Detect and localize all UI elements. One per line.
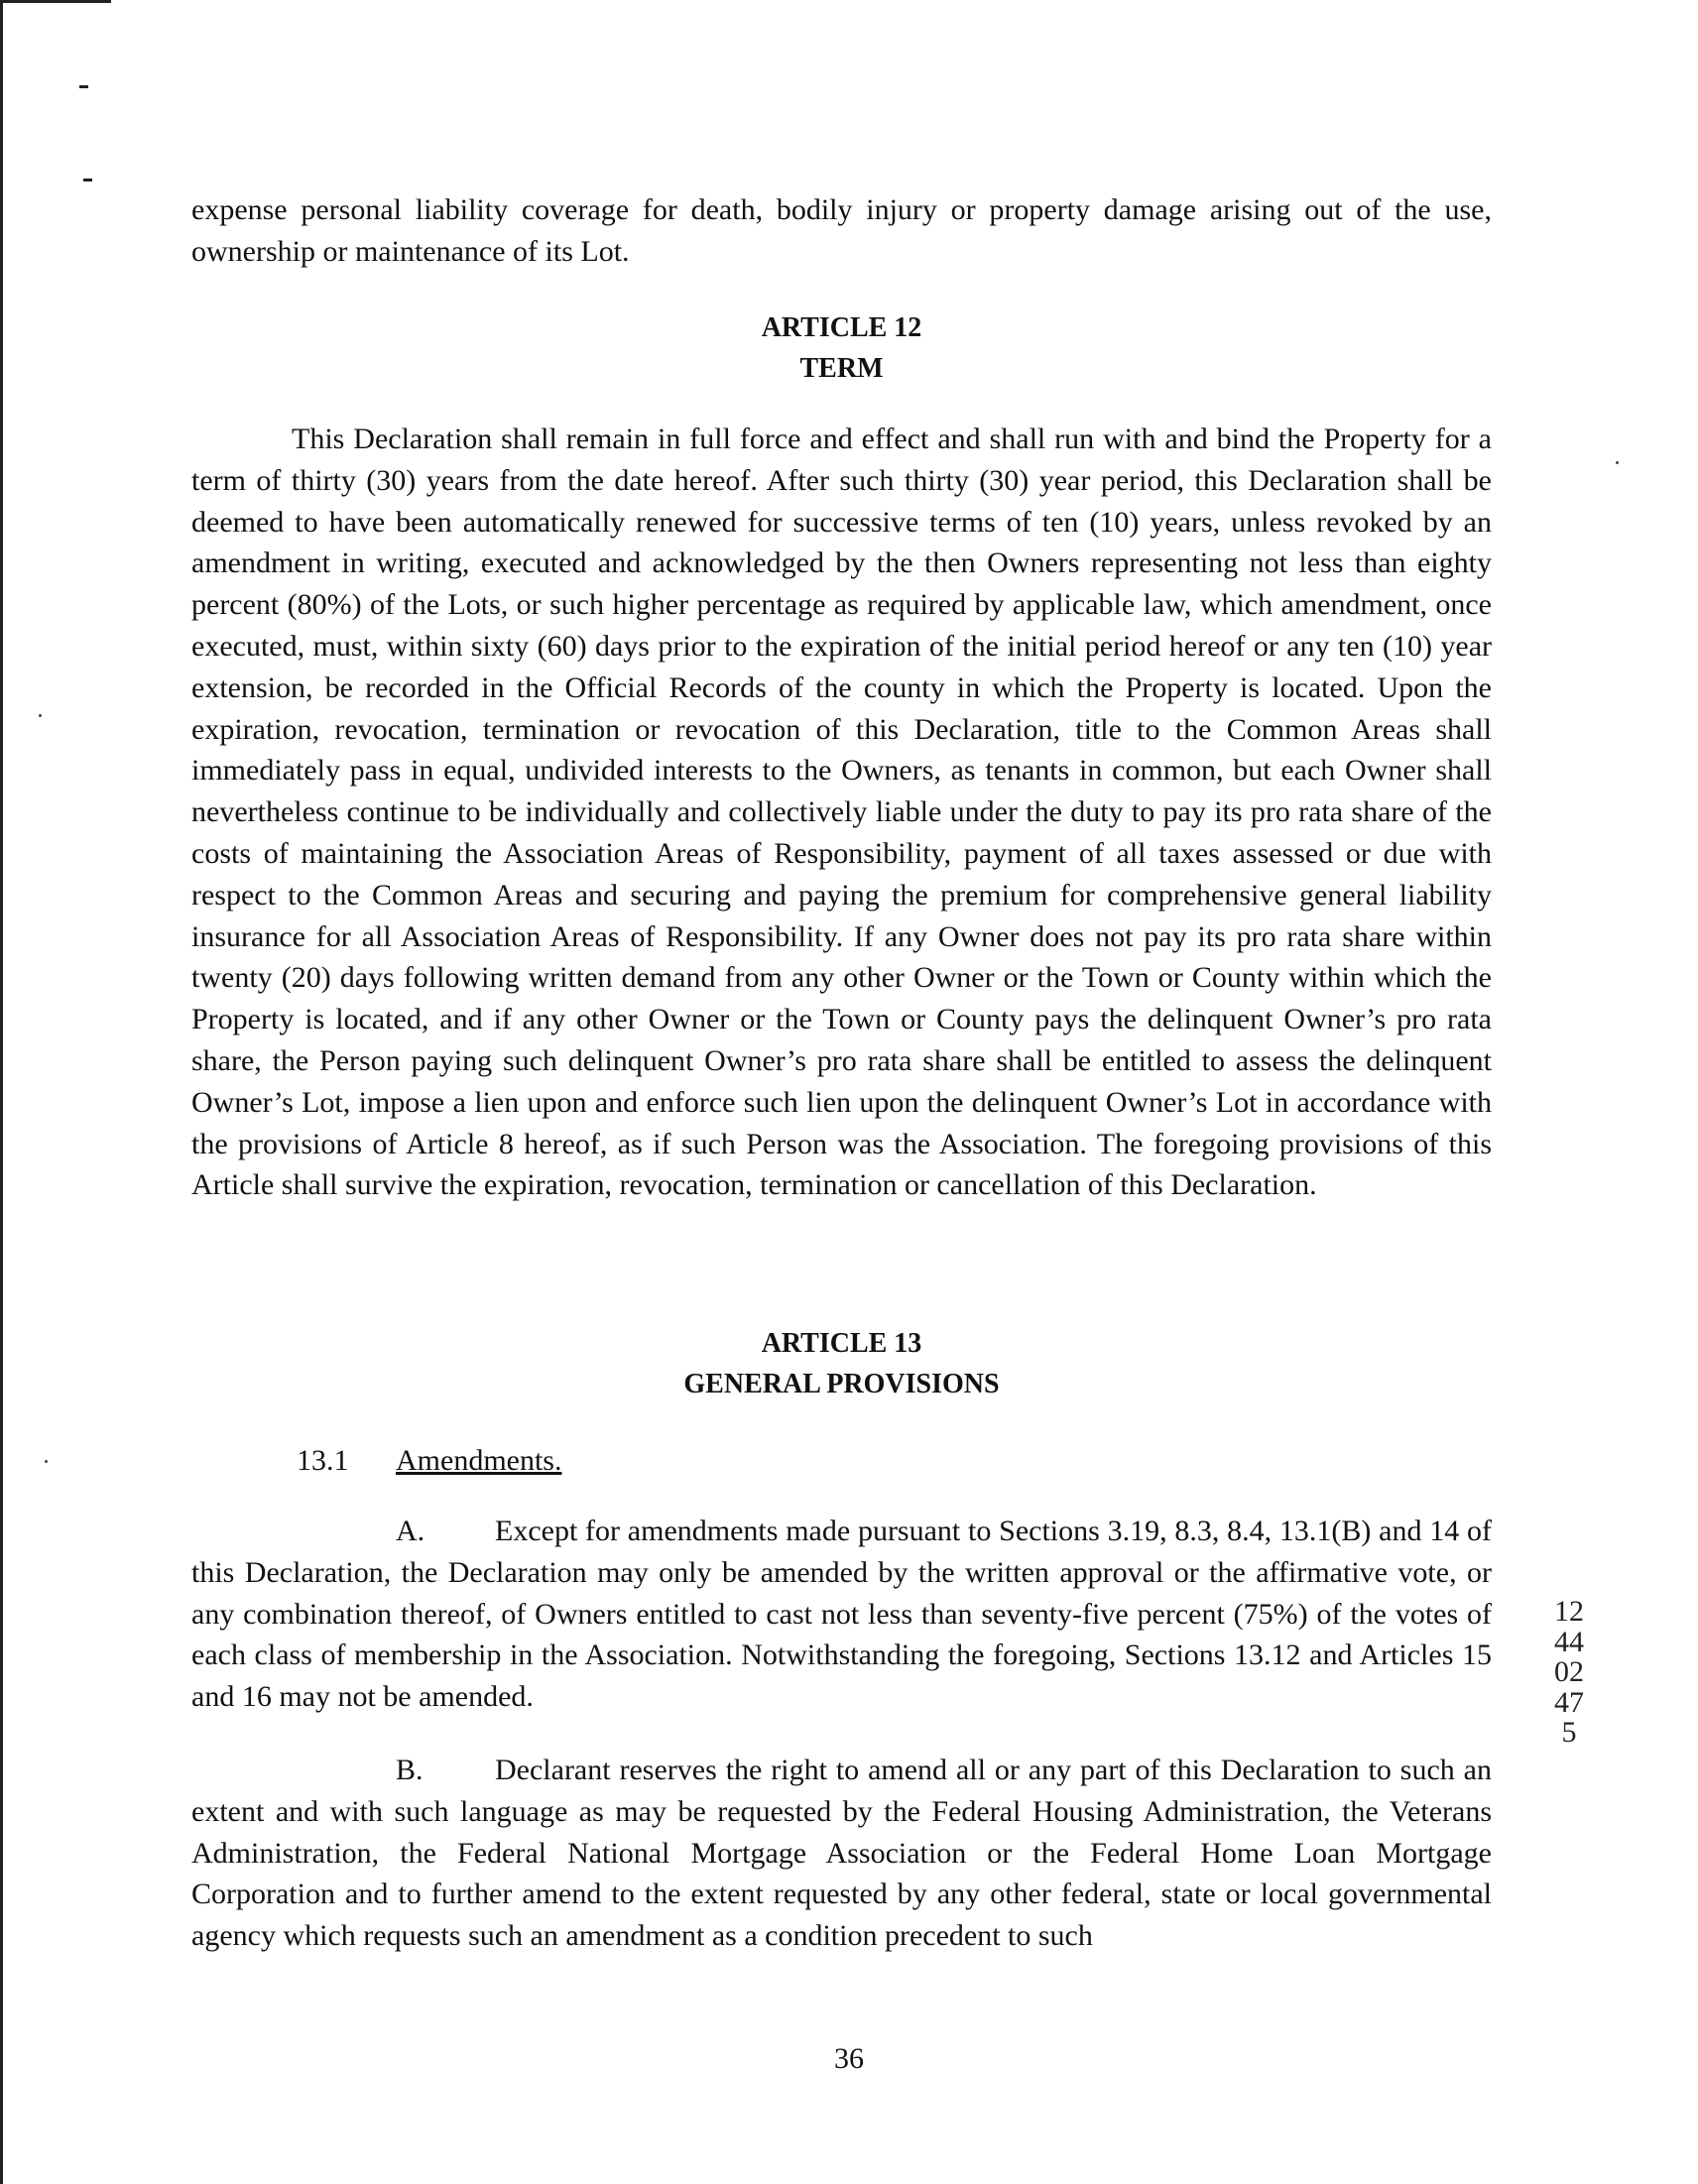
section-title: Amendments.	[396, 1444, 562, 1477]
subsection-a	[191, 1511, 1492, 1718]
scan-artifact-left-edge	[0, 0, 3, 2184]
section-number: 13.1	[297, 1444, 349, 1477]
subsection-a-text: Except for amendments made pursuant to Sections 3.19, 8.3, 8.4, 13.1(B) and 14 of this Declaration, the Declaration may only be amended by the written approval or the affirmative vote, or any combination thereof, of Owners entitled to cast not less than seventy-five percent (75%) of the votes of each class of membership in the Association. Notwithstanding the foregoing, Sections 13.12 and Articles 15 and 16 may not be amended.	[191, 1515, 1492, 1714]
scan-artifact-top-line	[0, 0, 111, 3]
article-13-title: GENERAL PROVISIONS	[683, 1369, 1000, 1399]
subsection-b-label: B.	[396, 1754, 424, 1786]
article-12-title: TERM	[799, 353, 884, 384]
subsection-b-text: Declarant reserves the right to amend all or any part of this Declaration to such an extent and with such language as may be requested by the Federal Housing Administration, the Veterans Administration, the Federal National Mortgage Association or the Federal Home Loan Mortgage Corporation and to further amend to the extent requested by any other federal, state or local governmental agency which requests such an amendment as a condition precedent to such	[191, 1754, 1492, 1953]
recording-number-stamp: 1244 02475	[1554, 1595, 1584, 1749]
article-13-number: ARTICLE 13	[761, 1328, 922, 1359]
article-12-number: ARTICLE 12	[761, 312, 922, 343]
subsection-a-label: A.	[396, 1515, 425, 1547]
intro-paragraph: expense personal liability coverage for death, bodily injury or property damage arising out of the use, ownership or maintenance of its Lot.	[191, 193, 1492, 268]
article-12-paragraph: This Declaration shall remain in full force and effect and shall run with and bind the Property for a term of thirty (30) years from the date hereof. After such thirty (30) year period, this Declaration shall be deemed to have been automatically renewed for successive terms of ten (10) years, unless revoked by an amendment in writing, executed and acknowledged by the then Owners representing not less than eighty percent (80%) of the Lots, or such higher percentage as required by applicable law, which amendment, once executed, must, within sixty (60) days prior to the expiration of the initial period hereof or any ten (10) year extension, be recorded in the Official Records of the county in which the Property is located. Upon the expiration, revocation, termination or revocation of this Declaration, title to the Common Areas shall immediately pass in equal, undivided interests to the Owners, as tenants in common, but each Owner shall nevertheless continue to be individually and collectively liable under the duty to pay its pro rata share of the costs of maintaining the Association Areas of Responsibility, payment of all taxes assessed or due with respect to the Common Areas and securing and paying the premium for comprehensive general liability insurance for all Association Areas of Responsibility. If any Owner does not pay its pro rata share within twenty (20) days following written demand from any other Owner or the Town or County within which the Property is located, and if any other Owner or the Town or County pays the delinquent Owner’s pro rata share, the Person paying such delinquent Owner’s pro rata share shall be entitled to assess the delinquent Owner’s Lot, impose a lien upon and enforce such lien upon the delinquent Owner’s Lot in accordance with the provisions of Article 8 hereof, as if such Person was the Association. The foregoing provisions of this Article shall survive the expiration, revocation, termination or cancellation of this Declaration.	[191, 423, 1492, 1202]
scan-artifact-dash	[83, 179, 92, 182]
scan-artifact-dot	[39, 714, 42, 717]
subsection-b	[191, 1750, 1492, 1957]
scan-artifact-dash	[79, 85, 88, 88]
scan-artifact-dot	[1616, 461, 1619, 464]
scan-artifact-dot	[45, 1460, 48, 1463]
section-13-1-heading	[297, 1440, 561, 1481]
page-number: 36	[834, 2042, 864, 2075]
